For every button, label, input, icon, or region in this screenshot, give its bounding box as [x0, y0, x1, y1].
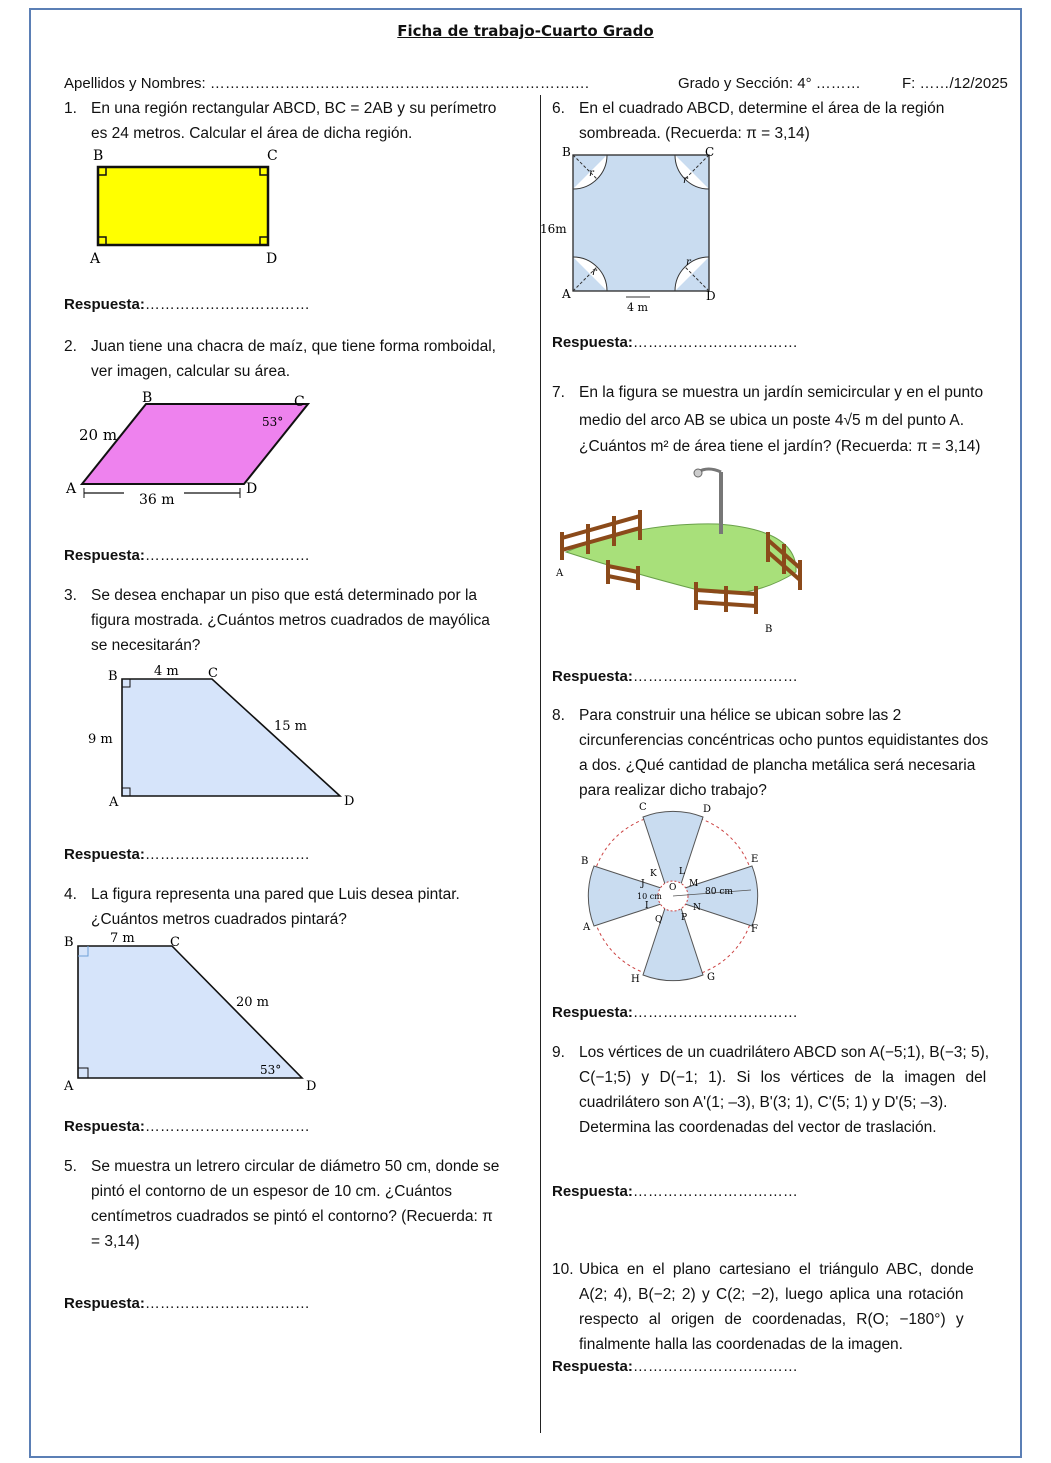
- side-label: 9 m: [88, 732, 113, 747]
- answer-line[interactable]: Respuesta:……………………………: [552, 1004, 798, 1021]
- trapezoid-floor-figure: [82, 663, 372, 813]
- question-number: 1.: [64, 100, 77, 117]
- vertex-label: D: [246, 481, 258, 497]
- answer-line[interactable]: Respuesta:……………………………: [64, 846, 310, 863]
- question-text: ¿Cuántos m² de área tiene el jardín? (Recuerda: π = 3,14): [579, 438, 981, 455]
- vertex-label: D: [306, 1079, 317, 1094]
- vertex-label: B: [142, 390, 153, 406]
- point-label: O: [669, 883, 677, 893]
- question-text: Para construir una hélice se ubican sobre las 2: [579, 707, 902, 724]
- vertex-label: D: [266, 251, 278, 267]
- grade-field[interactable]: Grado y Sección: 4° ………: [678, 75, 861, 92]
- vertex-label: B: [93, 148, 104, 164]
- radius-label: r: [589, 168, 594, 179]
- question-text: En el cuadrado ABCD, determine el área de la región: [579, 100, 945, 117]
- question-text: C(−1;5) y D(−1; 1). Si los vértices de la imagen del: [579, 1069, 987, 1086]
- question-text: ¿Cuántos metros cuadrados pintará?: [91, 911, 347, 928]
- point-label: B: [581, 856, 589, 867]
- question-text: pintó el contorno de un espesor de 10 cm. ¿Cuántos: [91, 1183, 453, 1200]
- question-text: se necesitarán?: [91, 637, 201, 654]
- answer-line[interactable]: Respuesta:……………………………: [552, 1358, 798, 1375]
- vertex-label: B: [562, 145, 571, 159]
- side-label: 20 m: [236, 995, 270, 1010]
- base-label: 4 m: [627, 301, 648, 314]
- side-label: 20 m: [79, 426, 118, 444]
- question-text: para realizar dicho trabajo?: [579, 782, 767, 799]
- point-label: J: [641, 879, 645, 889]
- point-label: Q: [655, 915, 663, 925]
- question-number: 10.: [552, 1261, 574, 1278]
- radius-label: r: [592, 267, 597, 278]
- answer-line[interactable]: Respuesta:……………………………: [64, 547, 310, 564]
- radius-label: r: [686, 257, 691, 268]
- propeller-figure: [575, 798, 775, 993]
- radius-label: r: [683, 175, 688, 186]
- angle-label: 53°: [260, 1063, 282, 1077]
- point-label: M: [689, 879, 699, 889]
- vertex-label: C: [705, 145, 715, 159]
- point-label: E: [751, 854, 759, 865]
- question-text: cuadrilátero son A'(1; –3), B'(3; 1), C'(5; 1) y D'(5; –3).: [579, 1094, 948, 1111]
- question-text: Los vértices de un cuadrilátero ABCD son A(−5;1), B(−3; 5),: [579, 1044, 990, 1061]
- answer-line[interactable]: Respuesta:……………………………: [64, 1295, 310, 1312]
- question-text: finalmente halla las coordenadas de la imagen.: [579, 1336, 903, 1353]
- measure-label: 10 cm: [637, 892, 662, 901]
- question-text: figura mostrada. ¿Cuántos metros cuadrados de mayólica: [91, 612, 490, 629]
- question-text: sombreada. (Recuerda: π = 3,14): [579, 125, 810, 142]
- question-text: respecto al origen de coordenadas, R(O; −180°) y: [579, 1311, 964, 1328]
- question-text: Se desea enchapar un piso que está determinado por la: [91, 587, 478, 604]
- names-field[interactable]: Apellidos y Nombres: ………………………………………………………………….: [64, 75, 590, 92]
- question-number: 9.: [552, 1044, 565, 1061]
- point-label: B: [765, 624, 773, 635]
- base-label: 36 m: [139, 492, 175, 508]
- question-text: centímetros cuadrados se pintó el contorno? (Recuerda: π: [91, 1208, 493, 1225]
- vertex-label: C: [294, 394, 305, 410]
- question-number: 7.: [552, 384, 565, 401]
- point-label: G: [707, 972, 715, 983]
- trapezoid-wall-figure: [62, 930, 332, 1100]
- question-text: es 24 metros. Calcular el área de dicha región.: [91, 125, 413, 142]
- side-label: 16m: [540, 222, 567, 236]
- square-shaded-figure: [540, 143, 730, 318]
- question-text: En una región rectangular ABCD, BC = 2AB y su perímetro: [91, 100, 497, 117]
- rectangle-figure: [80, 145, 290, 270]
- question-number: 8.: [552, 707, 565, 724]
- vertex-label: C: [267, 148, 278, 164]
- point-label: H: [631, 974, 640, 985]
- vertex-label: D: [706, 289, 716, 303]
- point-label: K: [650, 869, 657, 879]
- answer-line[interactable]: Respuesta:……………………………: [552, 1183, 798, 1200]
- vertex-label: C: [170, 935, 180, 950]
- question-number: 2.: [64, 338, 77, 355]
- question-number: 3.: [64, 587, 77, 604]
- date-field[interactable]: F: ……/12/2025: [902, 75, 1008, 92]
- vertex-label: A: [90, 251, 101, 267]
- question-text: a dos. ¿Qué cantidad de plancha metálica será necesaria: [579, 757, 976, 774]
- angle-label: 53°: [262, 415, 284, 429]
- question-text: medio del arco AB se ubica un poste 4√5 m del punto A.: [579, 412, 965, 429]
- point-label: D: [703, 804, 712, 815]
- question-number: 5.: [64, 1158, 77, 1175]
- point-label: A: [556, 568, 564, 579]
- question-number: 6.: [552, 100, 565, 117]
- question-text: En la figura se muestra un jardín semicircular y en el punto: [579, 384, 984, 401]
- question-text: = 3,14): [91, 1233, 140, 1250]
- vertex-label: A: [562, 287, 571, 301]
- vertex-label: B: [108, 669, 118, 684]
- measure-label: 80 cm: [705, 887, 733, 897]
- question-text: Se muestra un letrero circular de diámetro 50 cm, donde se: [91, 1158, 500, 1175]
- point-label: C: [639, 802, 647, 813]
- point-label: N: [693, 903, 701, 913]
- vertex-label: B: [64, 935, 74, 950]
- question-number: 4.: [64, 886, 77, 903]
- point-label: L: [679, 867, 685, 877]
- answer-line[interactable]: Respuesta:……………………………: [552, 668, 798, 685]
- side-label: 4 m: [154, 664, 179, 679]
- question-text: Ubica en el plano cartesiano el triángulo ABC, donde: [579, 1261, 974, 1278]
- rhomboid-figure: [62, 388, 322, 513]
- point-label: I: [645, 901, 649, 911]
- question-text: circunferencias concéntricas ocho puntos equidistantes dos: [579, 732, 989, 749]
- garden-figure: [548, 462, 818, 642]
- vertex-label: A: [66, 481, 77, 497]
- worksheet-title: Ficha de trabajo-Cuarto Grado: [397, 22, 654, 40]
- question-text: A(2; 4), B(−2; 2) y C(2; −2), luego aplica una rotación: [579, 1286, 964, 1303]
- answer-line[interactable]: Respuesta:……………………………: [64, 296, 310, 313]
- point-label: F: [751, 924, 758, 935]
- question-text: La figura representa una pared que Luis desea pintar.: [91, 886, 460, 903]
- answer-line[interactable]: Respuesta:……………………………: [552, 334, 798, 351]
- question-text: Determina las coordenadas del vector de traslación.: [579, 1119, 937, 1136]
- answer-line[interactable]: Respuesta:……………………………: [64, 1118, 310, 1135]
- vertex-label: A: [64, 1079, 74, 1094]
- vertex-label: A: [109, 795, 119, 810]
- question-text: ver imagen, calcular su área.: [91, 363, 291, 380]
- side-label: 7 m: [110, 931, 135, 946]
- point-label: P: [681, 913, 688, 923]
- point-label: A: [583, 922, 591, 933]
- side-label: 15 m: [274, 719, 308, 734]
- vertex-label: C: [208, 666, 218, 681]
- vertex-label: D: [344, 794, 355, 809]
- question-text: Juan tiene una chacra de maíz, que tiene forma romboidal,: [91, 338, 496, 355]
